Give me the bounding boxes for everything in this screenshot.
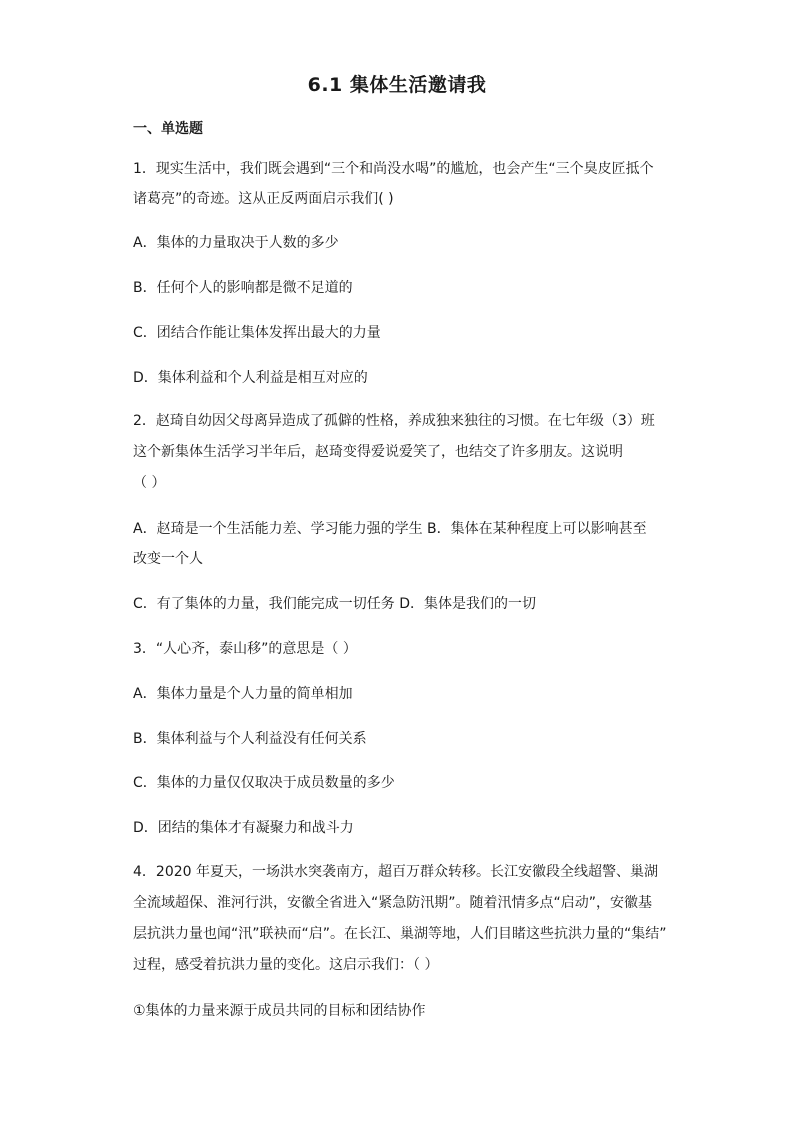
page-title: 6.1 集体生活邀请我 (307, 74, 487, 96)
question-2-options-cd: C．有了集体的力量，我们能完成一切任务 D．集体是我们的一切 (133, 596, 537, 612)
question-1-option-a: A．集体的力量取决于人数的多少 (133, 235, 339, 251)
question-1-option-b: B．任何个人的影响都是微不足道的 (133, 280, 353, 296)
question-3-option-b: B．集体利益与个人利益没有任何关系 (133, 731, 367, 747)
question-3-option-c: C．集体的力量仅仅取决于成员数量的多少 (133, 775, 395, 791)
question-3-text: 3．“人心齐，泰山移”的意思是（ ） (133, 641, 357, 657)
question-1-option-d: D．集体利益和个人利益是相互对应的 (133, 370, 368, 386)
question-3-option-a: A．集体力量是个人力量的简单相加 (133, 686, 353, 702)
question-3-option-d: D．团结的集体才有凝聚力和战斗力 (133, 820, 354, 836)
question-2-text-cont: 这个新集体生活学习半年后，赵琦变得爱说爱笑了，也结交了许多朋友。这说明 (133, 444, 623, 460)
question-1-text: 1．现实生活中，我们既会遇到“三个和尚没水喝”的尴尬，也会产生“三个臭皮匠抵个 (133, 161, 654, 177)
question-2-answer-blank: （ ） (133, 475, 166, 491)
question-1-text-cont: 诸葛亮”的奇迹。这从正反两面启示我们( ) (133, 191, 394, 207)
question-4-text: 4．2020 年夏天，一场洪水突袭南方，超百万群众转移。长江安徽段全线超警、巢湖 (133, 864, 658, 880)
question-2-options-ab: A．赵琦是一个生活能力差、学习能力强的学生 B．集体在某种程度上可以影响甚至 (133, 521, 647, 537)
section-heading: 一、单选题 (133, 121, 203, 137)
question-4-statement-1: ①集体的力量来源于成员共同的目标和团结协作 (133, 1003, 426, 1019)
question-4-text-cont-2: 层抗洪力量也闻“汛”联袂而“启”。在长江、巢湖等地，人们目睹这些抗洪力量的“集结” (133, 926, 667, 942)
question-2-text: 2．赵琦自幼因父母离异造成了孤僻的性格，养成独来独往的习惯。在七年级（3）班 (133, 413, 655, 429)
question-4-text-cont-3: 过程，感受着抗洪力量的变化。这启示我们：（ ） (133, 957, 439, 973)
question-4-text-cont-1: 全流域超保、淮河行洪，安徽全省进入“紧急防汛期”。随着汛情多点“启动”，安徽基 (133, 895, 653, 911)
question-1-option-c: C．团结合作能让集体发挥出最大的力量 (133, 325, 381, 341)
question-2-options-ab-cont: 改变一个人 (133, 551, 203, 567)
